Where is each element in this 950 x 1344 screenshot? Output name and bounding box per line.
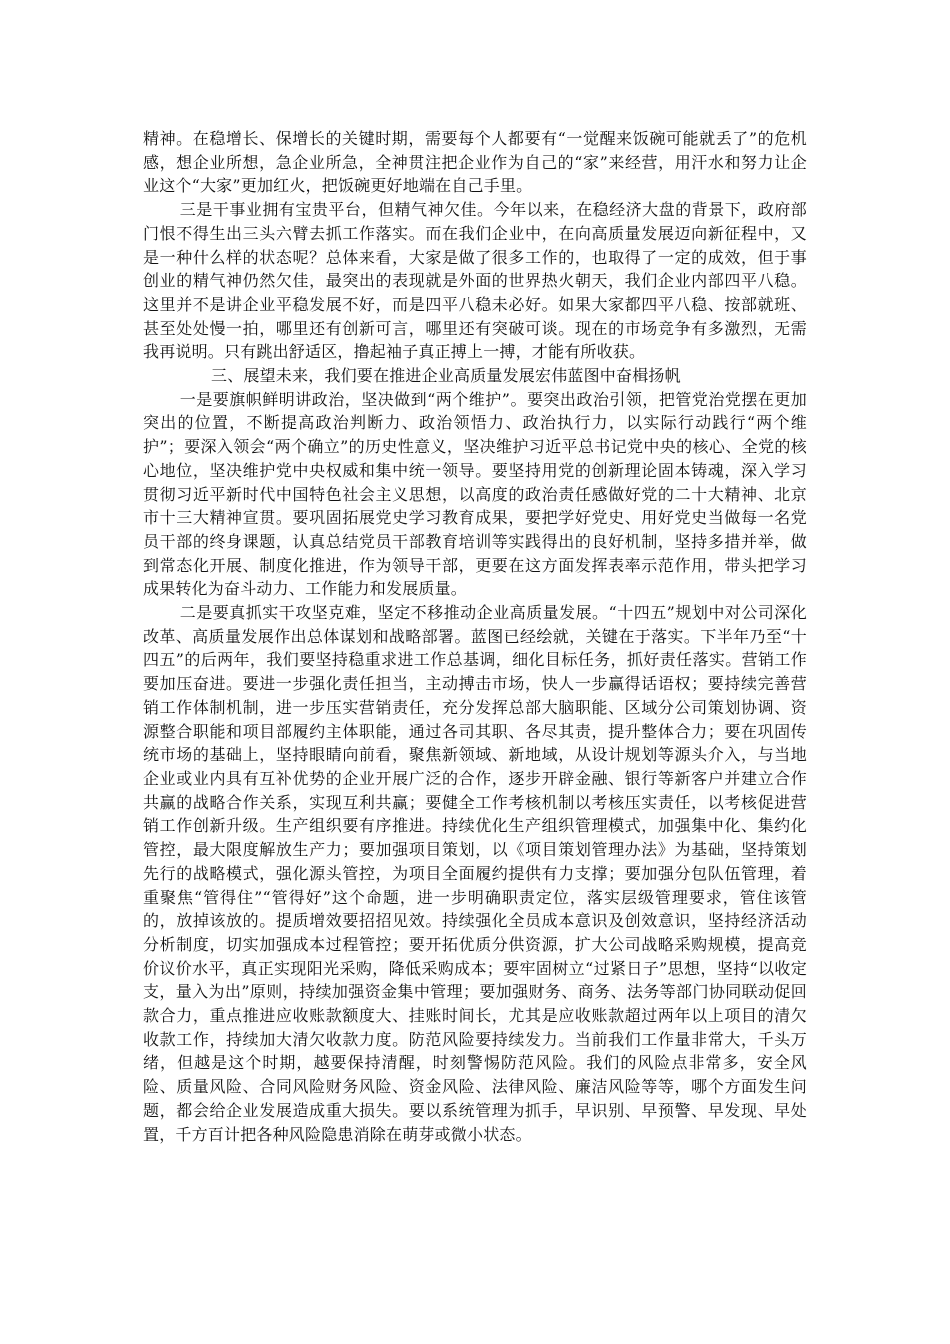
paragraph-point-two-development: 二是要真抓实干攻坚克难，坚定不移推动企业高质量发展。“十四五”规划中对公司深化改革、高质量发展作出总体谋划和战略部署。蓝图已经绘就，关键在于落实。下半年乃至“十四五”的后两年，我们要坚持稳重求进工作总基调，细化目标任务，抓好责任落实。营销工作要加压奋进。要进一步强化责任担当，主动搏击市场，快人一步赢得话语权；要持续完善营销工作体制机制，进一步压实营销责任，充分发挥总部大脑职能、区域分公司策划协调、资源整合职能和项目部履约主体职能，通过各司其职、各尽其责，提升整体合力；要在巩固传统市场的基础上，坚持眼睛向前看，聚焦新领域、新地域，从设计规划等源头介入，与当地企业或业内具有互补优势的企业开展广泛的合作，逐步开辟金融、银行等新客户并建立合作共赢的战略合作关系，实现互利共赢；要健全工作考核机制以考核压实责任，以考核促进营销工作创新升级。生产组织要有序推进。持续优化生产组织管理模式，加强集中化、集约化管控，最大限度解放生产力；要加强项目策划，以《项目策划管理办法》为基础，坚持策划先行的战略模式，强化源头管控，为项目全面履约提供有力支撑；要加强分包队伍管理，着重聚焦“管得住”“管得好”这个命题，进一步明确职责定位，落实层级管理要求，管住该管的，放掉该放的。提质增效要招招见效。持续强化全员成本意识及创效意识，坚持经济活动分析制度，切实加强成本过程管控；要开拓优质分供资源，扩大公司战略采购规模，提高竞价议价水平，真正实现阳光采购，降低采购成本；要牢固树立“过紧日子”思想，坚持“以收定支，量入为出”原则，持续加强资金集中管理；要加强财务、商务、法务等部门协同联动促回款合力，重点推进应收账款额度大、挂账时间长，尤其是应收账款超过两年以上项目的清欠收款工作，持续加大清欠收款力度。防范风险要持续发力。当前我们工作量非常大，千头万绪，但越是这个时期，越要保持清醒，时刻警惕防范风险。我们的风险点非常多，安全风险、质量风险、合同风险财务风险、资金风险、法律风险、廉洁风险等等，哪个方面发生问题，都会给企业发展造成重大损失。要以系统管理为抓手，早识别、早预警、早发现、早处置，千方百计把各种风险隐患消除在萌芽或微小状态。 [143,603,807,1144]
paragraph-point-one-politics: 一是要旗帜鲜明讲政治，坚决做到“两个维护”。要突出政治引领，把管党治党摆在更加突出的位置，不断提高政治判断力、政治领悟力、政治执行力，以实际行动践行“两个维护”；要深入领会“两个确立”的历史性意义，坚决维护习近平总书记党中央的核心、全党的核心地位，坚决维护党中央权威和集中统一领导。要坚持用党的创新理论固本铸魂，深入学习贯彻习近平新时代中国特色社会主义思想，以高度的政治责任感做好党的二十大精神、北京市十三大精神宣贯。要巩固拓展党史学习教育成果，要把学好党史、用好党史当做每一名党员干部的终身课题，认真总结党员干部教育培训等实践得出的良好机制，坚持多措并举，做到常态化开展、制度化推进，作为领导干部，更要在这方面发挥表率示范作用，带头把学习成果转化为奋斗动力、工作能力和发展质量。 [143,389,807,599]
document-body [143,127,807,1146]
paragraph-point-three: 三是干事业拥有宝贵平台，但精气神欠佳。今年以来，在稳经济大盘的背景下，政府部门恨不得生出三头六臂去抓工作落实。而在我们企业中，在向高质量发展迈向新征程中，又是一种什么样的状态呢？总体来看，大家是做了很多工作的，也取得了一定的成效，但于事创业的精气神仍然欠佳，最突出的表现就是外面的世界热火朝天，我们企业内部四平八稳。这里并不是讲企业平稳发展不好，而是四平八稳未必好。如果大家都四平八稳、按部就班、甚至处处慢一拍，哪里还有创新可言，哪里还有突破可谈。现在的市场竞争有多激烈，无需我再说明。只有跳出舒适区，撸起袖子真正搏上一搏，才能有所收获。 [143,200,807,362]
section-heading-three: 三、展望未来，我们要在推进企业高质量发展宏伟蓝图中奋楫扬帆 [211,366,681,386]
paragraph-continuation: 精神。在稳增长、保增长的关键时期，需要每个人都要有“一觉醒来饭碗可能就丢了”的危机感，想企业所想，急企业所急，全神贯注把企业作为自己的“家”来经营，用汗水和努力让企业这个“大家”更加红火，把饭碗更好地端在自己手里。 [143,129,807,196]
